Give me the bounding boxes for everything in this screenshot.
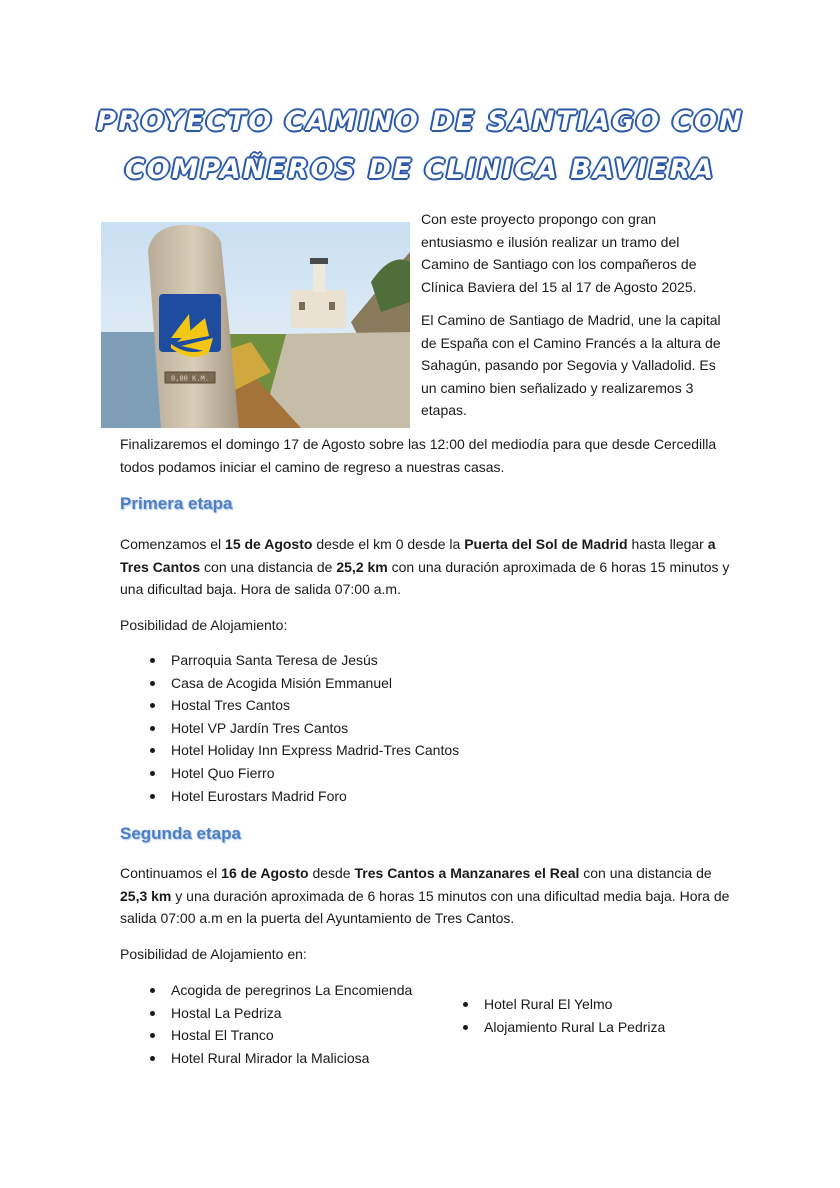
intro-paragraph-3: Finalizaremos el domingo 17 de Agosto sobre las 12:00 del mediodía para que desde Cercedilla todos podamos iniciar el camino de regreso a nuestras casas. [120,436,717,475]
stage2-description: Continuamos el 16 de Agosto desde Tres Cantos a Manzanares el Real con una distancia de 25,3 km y una duración aproximada de 6 horas 15 minutos con una dificultad media baja. Hora de salida 07:00 a.m en la puerta del Ayuntamiento de Tres Cantos. [120,865,730,926]
intro-paragraph-1: Con este proyecto propongo con gran entusiasmo e ilusión realizar un tramo del Camino de Santiago con los compañeros de Clínica Baviera del 15 al 17 de Agosto 2025. [421,211,697,295]
intro-paragraph-2: El Camino de Santiago de Madrid, une la capital de España con el Camino Francés a la altura de Sahagún, pasando por Segovia y Valladolid. Es un camino bien señalizado y realizaremos 3 etapas. [421,312,721,418]
heading-segunda-etapa: Segunda etapa [120,824,241,843]
list-item: Hostal Tres Cantos [147,694,459,717]
document-title-line-2: COMPAÑEROS DE CLINICA BAVIERA [124,154,716,185]
document-title-line-1: PROYECTO CAMINO DE SANTIAGO CON [96,106,744,137]
list-item: Hostal El Tranco [147,1024,412,1047]
list-item: Hotel Holiday Inn Express Madrid-Tres Cantos [147,739,459,762]
stage2-accommodation-list-left [147,979,412,1069]
stage1-accommodation-list [147,649,459,807]
list-item: Hotel Rural Mirador la Maliciosa [147,1047,412,1070]
list-item: Alojamiento Rural La Pedriza [460,1016,665,1039]
list-item: Casa de Acogida Misión Emmanuel [147,672,459,695]
stage1-accommodation-label: Posibilidad de Alojamiento: [120,617,288,633]
list-item: Acogida de peregrinos La Encomienda [147,979,412,1002]
stage2-accommodation-label: Posibilidad de Alojamiento en: [120,946,307,962]
milestone-plate-text: 0,00 K.M. [171,374,209,383]
list-item: Hotel Quo Fierro [147,762,459,785]
stage2-accommodation-list-right [460,993,665,1038]
heading-primera-etapa: Primera etapa [120,494,233,513]
list-item: Hotel Rural El Yelmo [460,993,665,1016]
list-item: Parroquia Santa Teresa de Jesús [147,649,459,672]
stage1-description: Comenzamos el 15 de Agosto desde el km 0 desde la Puerta del Sol de Madrid hasta llegar a Tres Cantos con una distancia de 25,2 km con una duración aproximada de 6 horas 15 minutos y una dificultad baja. Hora de salida 07:00 a.m. [120,536,730,597]
list-item: Hotel VP Jardín Tres Cantos [147,717,459,740]
camino-milestone-photo [101,222,410,428]
list-item: Hostal La Pedriza [147,1002,412,1025]
list-item: Hotel Eurostars Madrid Foro [147,785,459,808]
